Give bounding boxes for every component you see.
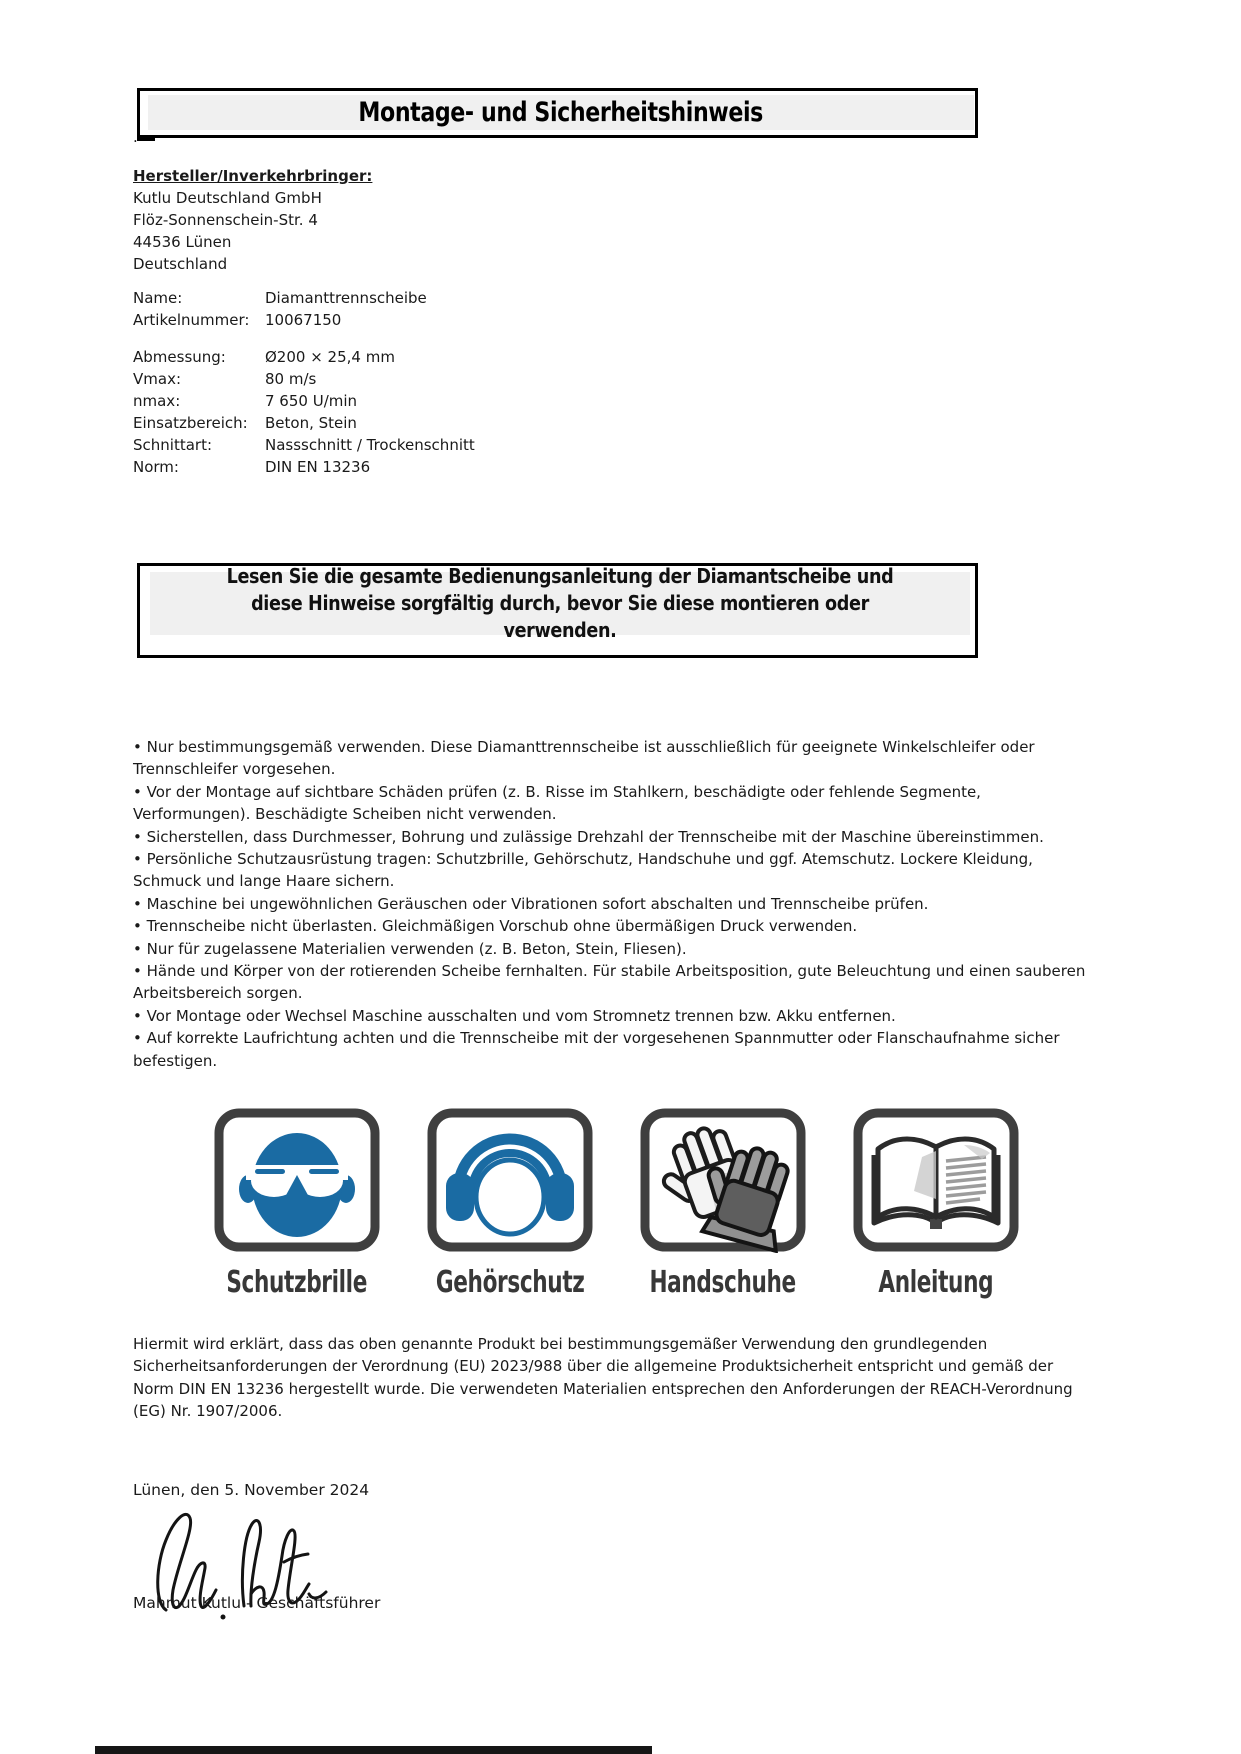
- place-date-line: Lünen, den 5. November 2024: [133, 1481, 370, 1499]
- manufacturer-heading: Hersteller/Inverkehrbringer:: [133, 167, 373, 185]
- pictogram-ear-protection: [426, 1107, 594, 1300]
- spec-value: DIN EN 13236: [265, 458, 371, 476]
- manufacturer-line: Deutschland: [133, 255, 228, 273]
- spec-value: 10067150: [265, 311, 342, 329]
- warning-fill: [150, 564, 970, 642]
- scan-artifact-bar: [95, 1746, 652, 1754]
- safety-note: • Nur bestimmungsgemäß verwenden. Diese Diamanttrennscheibe ist ausschließlich für geeignete Winkelschleifer oder Trennschleifer vorgesehen.: [133, 738, 1035, 779]
- pictogram-row: [213, 1107, 1020, 1300]
- title-fill: [148, 95, 974, 130]
- safety-note: • Trennscheibe nicht überlasten. Gleichmäßigen Vorschub ohne übermäßigen Druck verwenden.: [133, 917, 858, 936]
- spec-label: Einsatzbereich:: [133, 414, 248, 432]
- spec-label: Schnittart:: [133, 436, 213, 454]
- manufacturer-line: Flöz-Sonnenschein-Str. 4: [133, 211, 318, 229]
- signatory-name: Mahmut Kutlu - Geschäftsführer: [133, 1594, 381, 1612]
- warning-text: Lesen Sie die gesamte Bedienungsanleitung der Diamantscheibe und diese Hinweise sorgfältig durch, bevor Sie diese montieren oder verwenden.: [226, 564, 894, 642]
- pictogram-manual: [852, 1107, 1020, 1300]
- safety-note: • Auf korrekte Laufrichtung achten und die Trennscheibe mit der vorgesehenen Spannmutter oder Flanschaufnahme sicher befestigen.: [133, 1029, 1060, 1070]
- product-spec-table: [133, 346, 475, 478]
- safety-note: • Nur für zugelassene Materialien verwenden (z. B. Beton, Stein, Fliesen).: [133, 939, 687, 958]
- page-title: Montage- und Sicherheitshinweis: [358, 97, 764, 128]
- safety-note: • Vor der Montage auf sichtbare Schäden prüfen (z. B. Risse im Stahlkern, beschädigte oder fehlende Segmente, Verformungen). Beschädigte Scheiben nicht verwenden.: [133, 782, 981, 824]
- spec-label: nmax:: [133, 392, 181, 410]
- signature-scribble: [138, 1498, 353, 1633]
- spec-value: Ø200 × 25,4 mm: [265, 348, 395, 366]
- pictogram-safety-glasses: [213, 1107, 381, 1300]
- manufacturer-line: 44536 Lünen: [133, 233, 232, 251]
- ear-protection-icon: [426, 1107, 594, 1253]
- safety-notes-list: [133, 736, 1088, 1072]
- product-data-block: [133, 287, 475, 478]
- warning-box: [137, 563, 978, 658]
- pictogram-label: Schutzbrille: [226, 1265, 368, 1300]
- manufacturer-block: [133, 165, 372, 275]
- safety-note: • Hände und Körper von der rotierenden Scheibe fernhalten. Für stabile Arbeitsposition, gute Beleuchtung und einen sauberen Arbeitsbereich sorgen.: [133, 962, 1086, 1003]
- signature-block: [138, 1498, 353, 1637]
- safety-note: • Sicherstellen, dass Durchmesser, Bohrung und zulässige Drehzahl der Trennscheibe mit der Maschine übereinstimmen.: [133, 827, 1044, 846]
- gloves-icon: [639, 1107, 807, 1253]
- spec-value: Beton, Stein: [265, 414, 357, 432]
- scan-artifact-mark: [137, 136, 155, 141]
- safety-note: • Maschine bei ungewöhnlichen Geräuschen oder Vibrationen sofort abschalten und Trennscheibe prüfen.: [133, 894, 929, 913]
- spec-label: Name:: [133, 289, 183, 307]
- safety-note: • Vor Montage oder Wechsel Maschine ausschalten und vom Stromnetz trennen bzw. Akku entfernen.: [133, 1006, 896, 1025]
- safety-glasses-icon: [213, 1107, 381, 1253]
- pictogram-label: Handschuhe: [649, 1265, 797, 1300]
- manual-book-icon: [852, 1107, 1020, 1253]
- spec-label: Artikelnummer:: [133, 311, 250, 329]
- conformity-declaration: Hiermit wird erklärt, dass das oben genannte Produkt bei bestimmungsgemäßer Verwendung den grundlegenden Sicherheitsanforderungen der Verordnung (EU) 2023/988 über die allgemeine Produktsicherheit entspricht und gemäß der Norm DIN EN 13236 hergestellt wurde. Die verwendeten Materialien entsprechen den Anforderungen der REACH-Verordnung (EG) Nr. 1907/2006.: [133, 1335, 1073, 1421]
- manufacturer-line: Kutlu Deutschland GmbH: [133, 189, 322, 207]
- spec-value: Nassschnitt / Trockenschnitt: [265, 436, 475, 454]
- spec-label: Norm:: [133, 458, 179, 476]
- safety-note: • Persönliche Schutzausrüstung tragen: Schutzbrille, Gehörschutz, Handschuhe und ggf. Atemschutz. Lockere Kleidung, Schmuck und lange Haare sichern.: [133, 850, 1033, 891]
- pictogram-label: Gehörschutz: [435, 1265, 585, 1300]
- spec-label: Vmax:: [133, 370, 181, 388]
- pictogram-label: Anleitung: [878, 1265, 994, 1300]
- product-identity-table: [133, 287, 475, 331]
- title-box: [137, 88, 978, 138]
- spec-value: 80 m/s: [265, 370, 317, 388]
- spec-label: Abmessung:: [133, 348, 226, 366]
- pictogram-gloves: [639, 1107, 807, 1300]
- spec-value: 7 650 U/min: [265, 392, 358, 410]
- stray-period: .: [133, 128, 138, 146]
- spec-value: Diamanttrennscheibe: [265, 289, 427, 307]
